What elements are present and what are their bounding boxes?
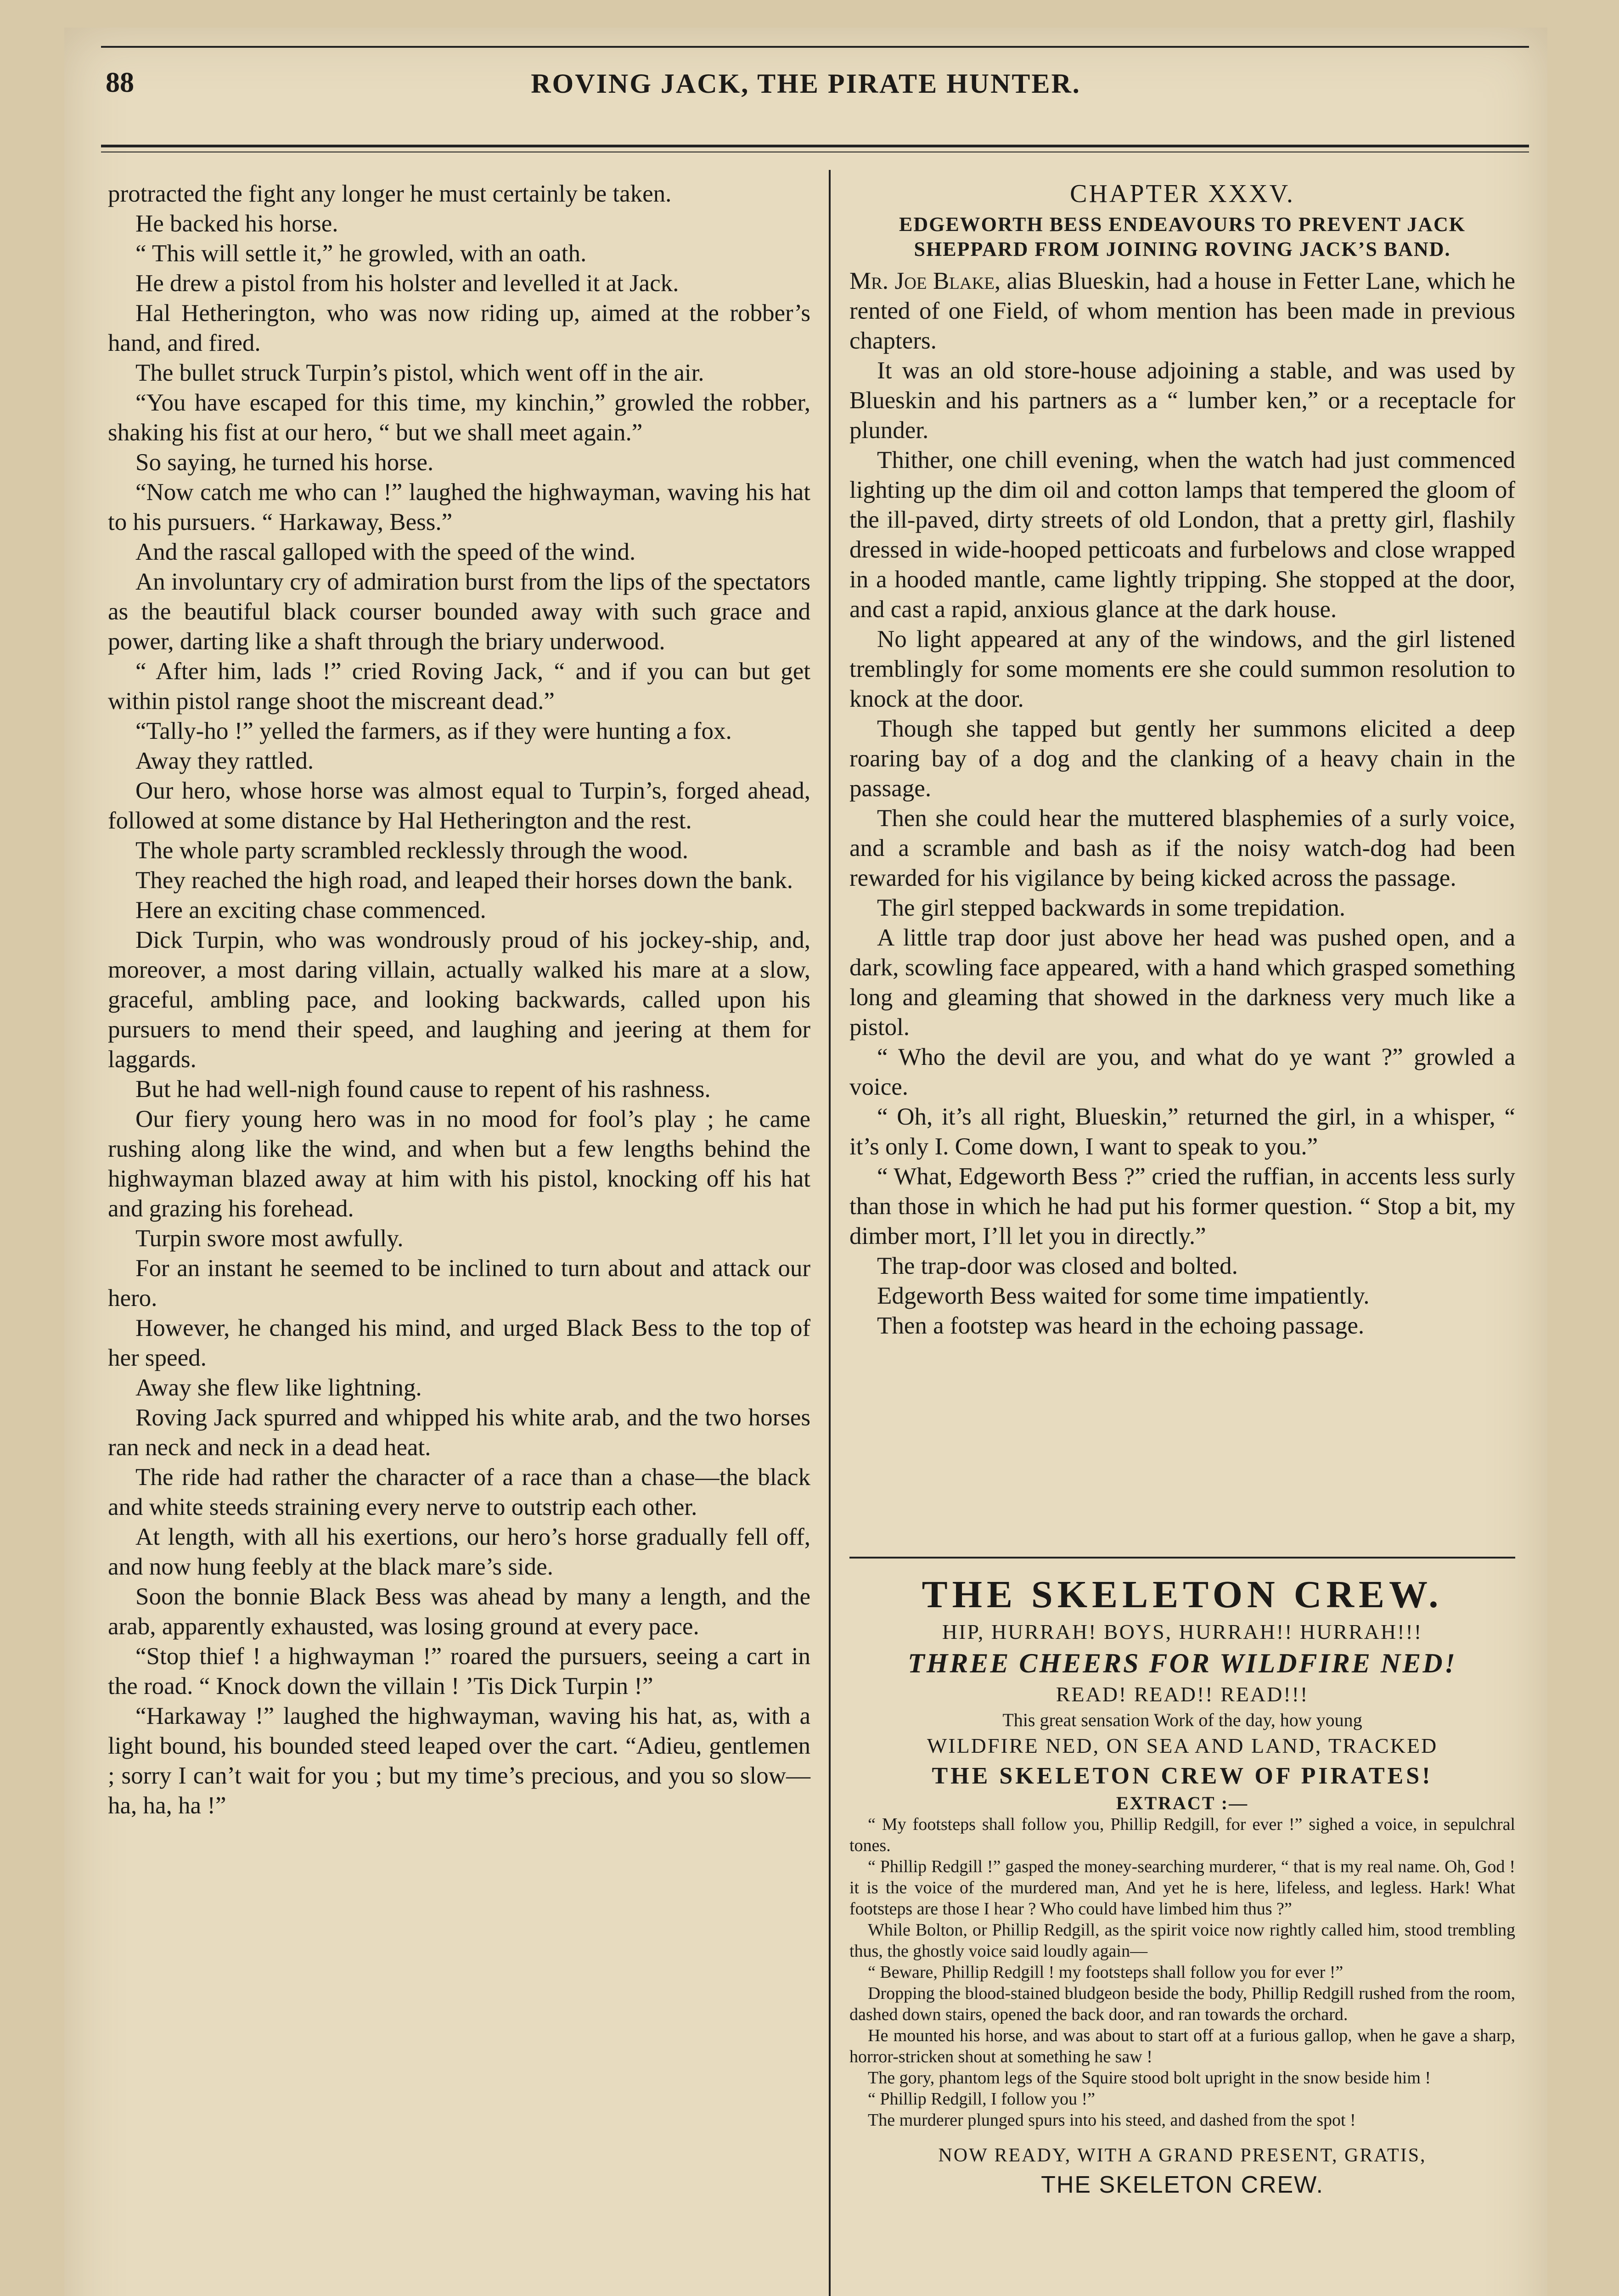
extract-paragraph: While Bolton, or Phillip Redgill, as the spirit voice now rightly called him, stood trembling thus, the ghostly voice said loudly again— (849, 1920, 1515, 1961)
advert-wildfire: WILDFIRE NED, ON SEA AND LAND, TRACKED (927, 1734, 1438, 1757)
lead-smallcaps: Mr. Joe Blake, (849, 268, 1001, 294)
header-rule (101, 145, 1529, 147)
paragraph: “You have escaped for this time, my kinchin,” growled the robber, shaking his fist at our hero, “ but we shall meet again.” (108, 389, 810, 446)
paragraph: An involuntary cry of admiration burst from the lips of the spectators as the beautiful black courser bounded away with such grace and power, darting like a shaft through the briary underwood. (108, 568, 810, 655)
advert-now-ready: NOW READY, WITH A GRAND PRESENT, GRATIS, (938, 2145, 1427, 2166)
paragraph: He backed his horse. (135, 210, 338, 237)
paragraph: Away they rattled. (135, 748, 314, 774)
paragraph: Though she tapped but gently her summons elicited a deep roaring bay of a dog and the clanking of a heavy chain in the passage. (849, 715, 1515, 802)
paragraph: The girl stepped backwards in some trepidation. (877, 895, 1345, 921)
top-border-rule (101, 46, 1529, 48)
paragraph: So saying, he turned his horse. (135, 449, 434, 476)
paragraph: “ Who the devil are you, and what do ye want ?” growled a voice. (849, 1044, 1515, 1100)
advert-sensation: This great sensation Work of the day, how young (1002, 1710, 1362, 1730)
paragraph: Dick Turpin, who was wondrously proud of his jockey-ship, and, moreover, a most daring villain, actually walked his mare at a slow, graceful, ambling pace, and looking backwards, called upon his pursuers to mend their speed, and laughing and jeering at them for laggards. (108, 927, 810, 1073)
paragraph: Edgeworth Bess waited for some time impatiently. (877, 1283, 1370, 1309)
paragraph: “ What, Edgeworth Bess ?” cried the ruffian, in accents less surly than those in which he had put his former question. “ Stop a bit, my dimber mort, I’ll let you in directly.” (849, 1163, 1515, 1249)
chapter-lead-paragraph (849, 266, 1515, 356)
paragraph: Hal Hetherington, who was now riding up, aimed at the robber’s hand, and fired. (108, 300, 810, 356)
paragraph: They reached the high road, and leaped their horses down the bank. (135, 867, 793, 894)
paragraph: No light appeared at any of the windows, and the girl listened tremblingly for some moments ere she could summon resolution to knock at the door. (849, 626, 1515, 712)
paragraph: However, he changed his mind, and urged Black Bess to the top of her speed. (108, 1315, 810, 1371)
advert-title: THE SKELETON CREW. (922, 1573, 1443, 1616)
paragraph: The ride had rather the character of a race than a chase—the black and white steeds straining every nerve to outstrip each other. (108, 1464, 810, 1520)
paragraph: But he had well-nigh found cause to repent of his rashness. (135, 1076, 711, 1103)
chapter-subtitle: EDGEWORTH BESS ENDEAVOURS TO PREVENT JACK SHEPPARD FROM JOINING ROVING JACK’S BAND. (899, 213, 1466, 260)
paragraph: Our hero, whose horse was almost equal to Turpin’s, forged ahead, followed at some distance by Hal Hetherington and the rest. (108, 777, 810, 834)
paragraph: Then she could hear the muttered blasphemies of a surly voice, and a scramble and bash as if the noisy watch-dog had been rewarded for his vigilance by being kicked across the passage. (849, 805, 1515, 891)
paragraph: protracted the fight any longer he must certainly be taken. (108, 180, 672, 207)
extract-paragraph: The gory, phantom legs of the Squire stood bolt upright in the snow beside him ! (868, 2068, 1431, 2088)
running-title: ROVING JACK, THE PIRATE HUNTER. (531, 68, 1081, 99)
paragraph: Then a footstep was heard in the echoing passage. (877, 1312, 1365, 1339)
extract-paragraph: Dropping the blood-stained bludgeon beside the body, Phillip Redgill rushed from the room, dashed down stairs, opened the back door, and ran towards the orchard. (849, 1984, 1515, 2024)
paragraph: “ After him, lads !” cried Roving Jack, “ and if you can but get within pistol range shoot the miscreant dead.” (108, 658, 810, 715)
right-column (849, 179, 1515, 1341)
advert-crew: THE SKELETON CREW OF PIRATES! (932, 1763, 1433, 1789)
paragraph: “Now catch me who can !” laughed the highwayman, waving his hat to his pursuers. “ Harkaway, Bess.” (108, 479, 810, 535)
page-number: 88 (106, 67, 134, 98)
extract-paragraph: He mounted his horse, and was about to start off at a furious gallop, when he gave a sharp, horror-stricken shout at something he saw ! (849, 2026, 1515, 2066)
advert-hurrah: HIP, HURRAH! BOYS, HURRAH!! HURRAH!!! (942, 1620, 1423, 1643)
extract-paragraph: “ Phillip Redgill, I follow you !” (868, 2089, 1096, 2109)
newspaper-page (64, 28, 1547, 2296)
paragraph: The whole party scrambled recklessly through the wood. (135, 837, 688, 864)
paragraph: Away she flew like lightning. (135, 1374, 422, 1401)
paragraph: Our fiery young hero was in no mood for fool’s play ; he came rushing along like the wind, and when but a few lengths behind the highwayman blazed away at him with his pistol, knocking off his hat and grazing his forehead. (108, 1106, 810, 1222)
chapter-paragraphs (849, 356, 1515, 1341)
paragraph: Turpin swore most awfully. (135, 1225, 404, 1252)
extract-paragraph: “ My footsteps shall follow you, Phillip Redgill, for ever !” sighed a voice, in sepulchral tones. (849, 1815, 1515, 1855)
paragraph: Roving Jack spurred and whipped his white arab, and the two horses ran neck and neck in a dead heat. (108, 1404, 810, 1461)
chapter-title: CHAPTER XXXV. (1070, 180, 1295, 208)
paragraph: Here an exciting chase commenced. (135, 897, 486, 923)
advert-extract (849, 1814, 1515, 2131)
lead-rest: alias Blueskin, had a house in Fetter Lane, which he rented of one Field, of whom mention has been made in previous chapters. (849, 268, 1515, 354)
paragraph: A little trap door just above her head was pushed open, and a dark, scowling face appeared, with a hand which grasped something long and gleaming that showed in the darkness very much like a pistol. (849, 924, 1515, 1041)
paragraph: The trap-door was closed and bolted. (877, 1253, 1238, 1279)
skeleton-crew-advert (849, 1557, 1515, 2199)
paragraph: “Harkaway !” laughed the highwayman, waving his hat, as, with a light bound, his bounded steed leaped over the cart. “Adieu, gentlemen ; sorry I can’t wait for you ; but my time’s precious, and you so slow—ha, ha, ha !” (108, 1703, 810, 1819)
paragraph: For an instant he seemed to be inclined to turn about and attack our hero. (108, 1255, 810, 1311)
paragraph: And the rascal galloped with the speed of the wind. (135, 539, 636, 565)
extract-paragraph: “ Beware, Phillip Redgill ! my footsteps shall follow you for ever !” (868, 1963, 1344, 1982)
extract-paragraph: The murderer plunged spurs into his steed, and dashed from the spot ! (868, 2110, 1356, 2130)
paragraph: “ Oh, it’s all right, Blueskin,” returned the girl, in a whisper, “ it’s only I. Come down, I want to speak to you.” (849, 1103, 1515, 1160)
advert-top-rule (849, 1557, 1515, 1559)
paragraph: Thither, one chill evening, when the watch had just commenced lighting up the dim oil and cotton lamps that tempered the gloom of the ill-paved, dirty streets of old London, that a pretty girl, flashily dressed in wide-hooped petticoats and furbelows and close wrapped in a hooded mantle, came lightly tripping. She stopped at the door, and cast a rapid, anxious glance at the dark house. (849, 447, 1515, 623)
paragraph: The bullet struck Turpin’s pistol, which went off in the air. (135, 360, 704, 386)
column-divider (829, 170, 831, 2296)
paragraph: He drew a pistol from his holster and levelled it at Jack. (135, 270, 679, 297)
advert-extract-heading: EXTRACT :— (1116, 1793, 1249, 1813)
paragraph: At length, with all his exertions, our hero’s horse gradually fell off, and now hung feebly at the black mare’s side. (108, 1524, 810, 1580)
advert-final: THE SKELETON CREW. (1041, 2172, 1324, 2198)
paragraph: “Tally-ho !” yelled the farmers, as if they were hunting a fox. (135, 718, 732, 744)
advert-read: READ! READ!! READ!!! (1056, 1683, 1309, 1706)
advert-cheers: THREE CHEERS FOR WILDFIRE NED! (908, 1648, 1457, 1678)
extract-paragraph: “ Phillip Redgill !” gasped the money-searching murderer, “ that is my real name. Oh, God ! it is the voice of the murdered man, And yet he is here, lifeless, and legless. Hark! What footsteps are those I hear ? Who could have limbed him thus ?” (849, 1857, 1515, 1919)
paragraph: “Stop thief ! a highwayman !” roared the pursuers, seeing a cart in the road. “ Knock down the villain ! ’Tis Dick Turpin !” (108, 1643, 810, 1699)
paragraph: “ This will settle it,” he growled, with an oath. (135, 240, 587, 267)
paragraph: It was an old store-house adjoining a stable, and was used by Blueskin and his partners as a “ lumber ken,” or a receptacle for plunder. (849, 357, 1515, 444)
paragraph: Soon the bonnie Black Bess was ahead by many a length, and the arab, apparently exhausted, was losing ground at every pace. (108, 1583, 810, 1640)
left-column (108, 179, 810, 1821)
